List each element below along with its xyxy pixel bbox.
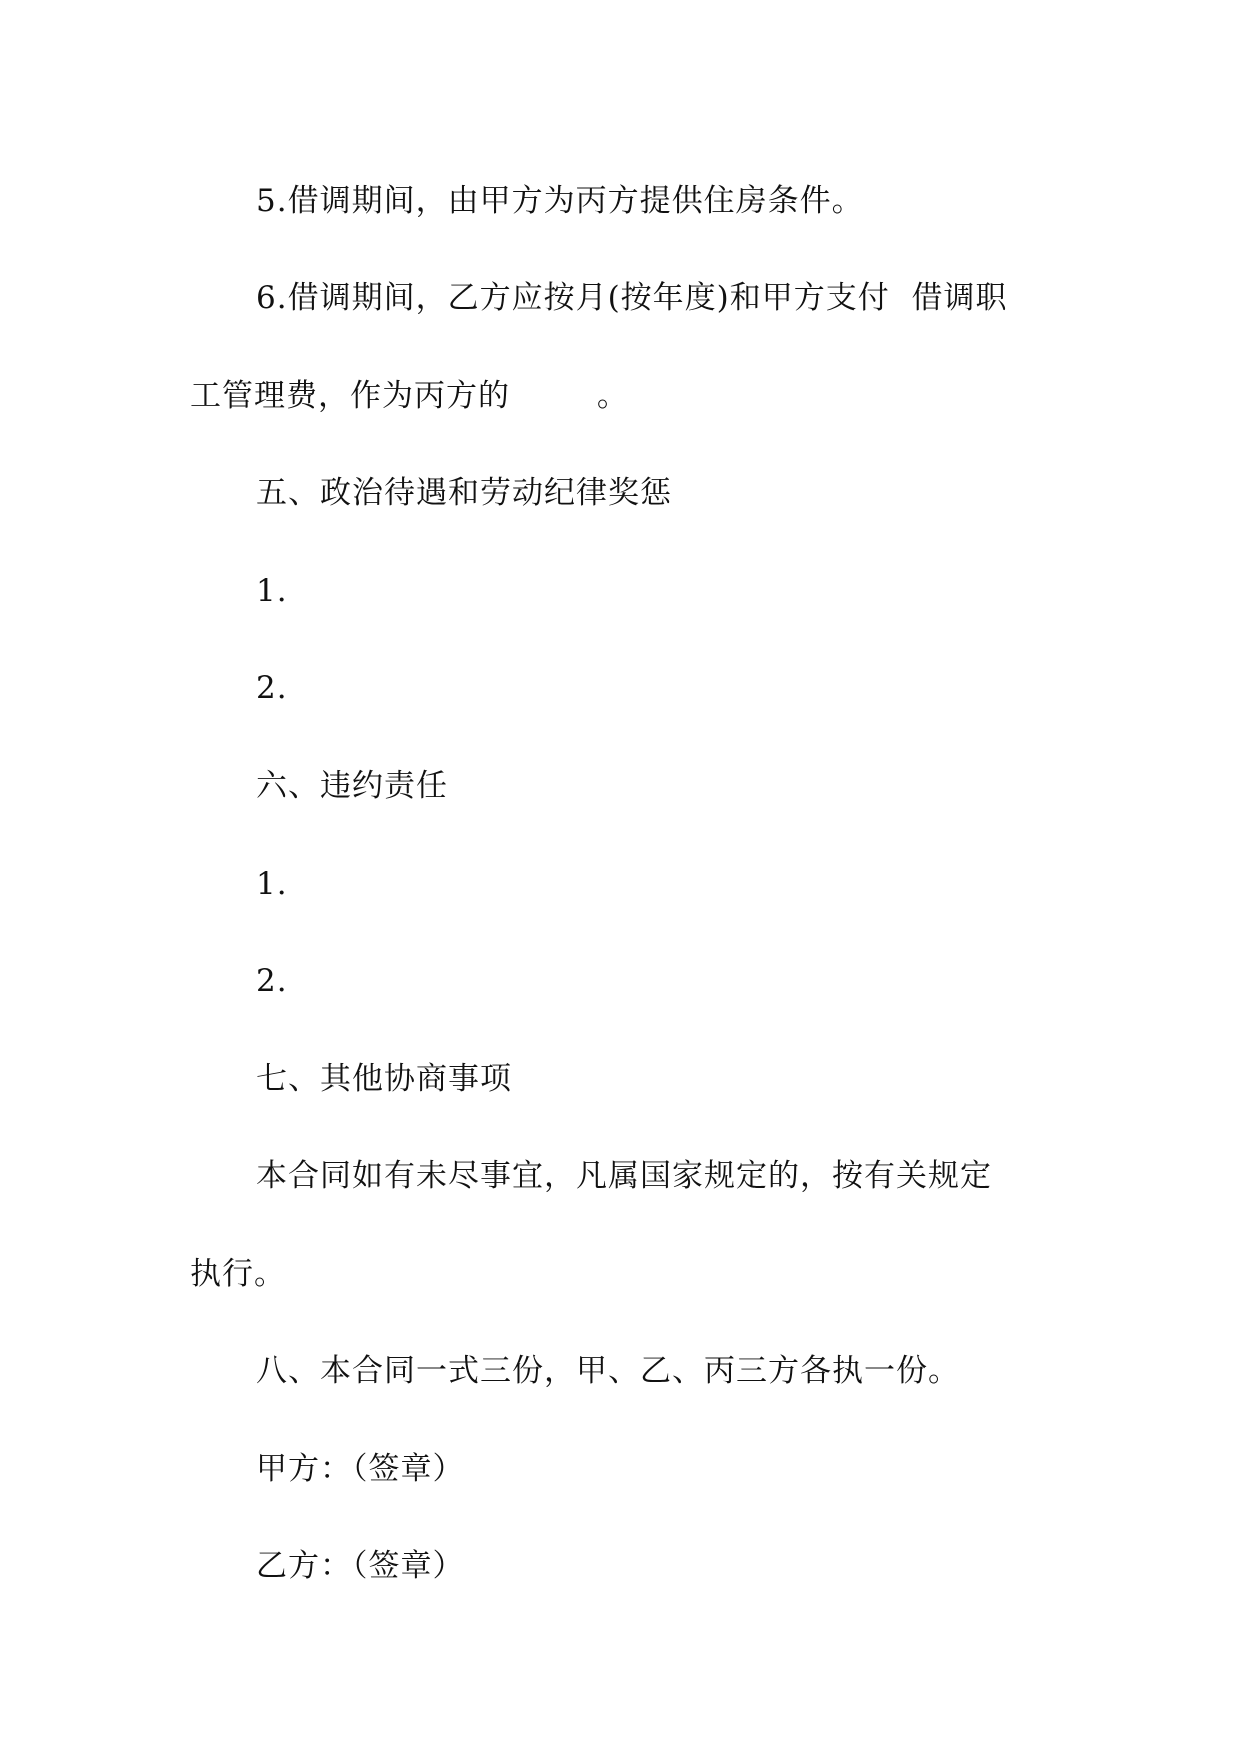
section-5-item-2: 2. [256, 670, 288, 706]
section-8-copies: 八、本合同一式三份，甲、乙、丙三方各执一份。 [256, 1353, 960, 1389]
party-b-signature: 乙方：（签章） [256, 1548, 465, 1584]
clause-6-fee-line-2: 工管理费，作为丙方的 。 [190, 378, 629, 414]
section-7-text-line-2: 执行。 [190, 1256, 286, 1292]
clause-6-fee-line-1: 6.借调期间，乙方应按月(按年度)和甲方支付 借调职 [256, 280, 1008, 316]
section-7-heading: 七、其他协商事项 [256, 1061, 512, 1097]
section-6-item-1: 1. [256, 866, 288, 902]
clause-5-housing: 5.借调期间，由甲方为丙方提供住房条件。 [256, 183, 864, 219]
party-a-signature: 甲方：（签章） [256, 1451, 465, 1487]
section-6-item-2: 2. [256, 963, 288, 999]
section-5-heading: 五、政治待遇和劳动纪律奖惩 [256, 475, 672, 511]
section-7-text-line-1: 本合同如有未尽事宜，凡属国家规定的，按有关规定 [256, 1158, 992, 1194]
section-6-heading: 六、违约责任 [256, 768, 448, 804]
section-5-item-1: 1. [256, 573, 288, 609]
